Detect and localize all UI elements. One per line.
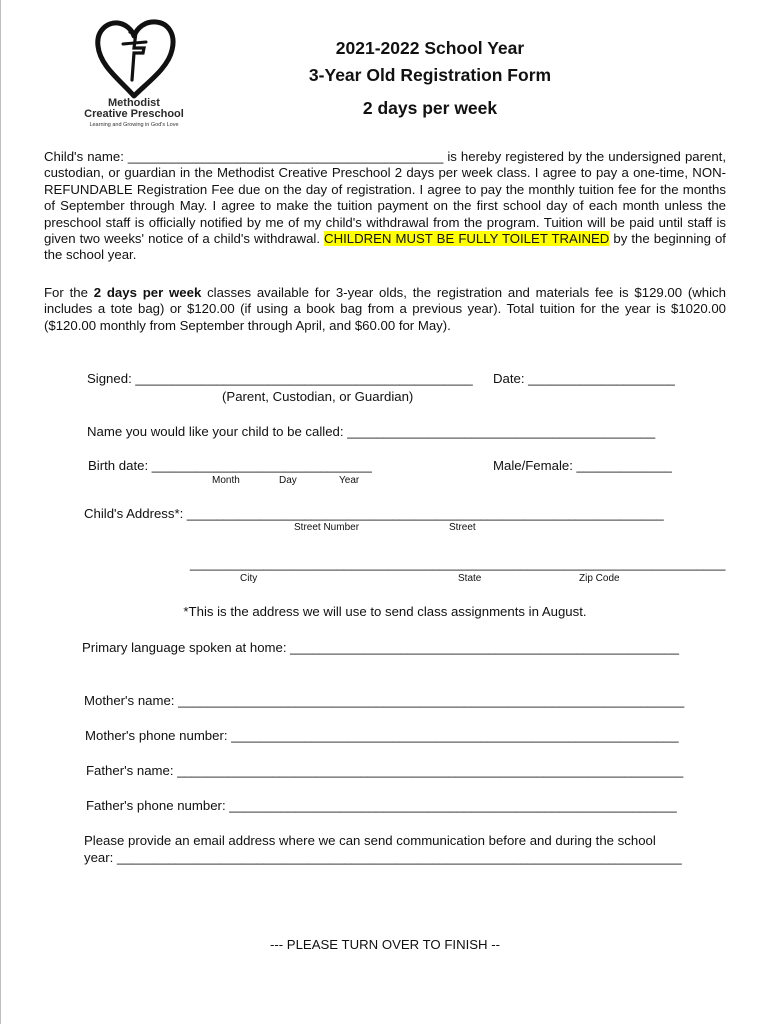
language-field[interactable]: Primary language spoken at home: _____________________________________________________ bbox=[82, 640, 679, 655]
logo-name-line2: Creative Preschool bbox=[84, 108, 184, 120]
preschool-logo bbox=[84, 18, 184, 133]
street-label: Street bbox=[449, 522, 476, 533]
signed-field[interactable]: Signed: ______________________________________________ bbox=[87, 371, 473, 386]
logo-name-line1: Methodist bbox=[108, 97, 160, 109]
birth-month-label: Month bbox=[212, 475, 240, 486]
schedule-title: 2 days per week bbox=[362, 98, 498, 118]
fee-description bbox=[44, 285, 726, 334]
email-prompt: Please provide an email address where we can send communication before and during the school bbox=[84, 833, 656, 848]
mother-phone-field[interactable]: Mother's phone number: _____________________________________________________________ bbox=[85, 728, 679, 743]
street-number-label: Street Number bbox=[294, 522, 360, 533]
fee-text-end: classes available for 3-year olds, the registration and materials fee is $129.00 (which includes a tote bag) or $120.00 (if using a book bag from a previous year). Total tuition for the year is $1020.00 ($120.00 monthly from September through April, and $60.00 for May). bbox=[44, 285, 726, 333]
mother-name-field[interactable]: Mother's name: _____________________________________________________________________ bbox=[84, 693, 685, 708]
city-label: City bbox=[240, 573, 258, 584]
father-name-field[interactable]: Father's name: _____________________________________________________________________ bbox=[86, 763, 684, 778]
zip-label: Zip Code bbox=[579, 573, 620, 584]
toilet-training-notice: CHILDREN MUST BE FULLY TOILET TRAINED bbox=[324, 231, 610, 247]
called-name-field[interactable]: Name you would like your child to be called: __________________________________________ bbox=[87, 424, 656, 439]
address-line2-field[interactable]: _________________________________________________________________________ bbox=[190, 556, 726, 571]
signed-caption: (Parent, Custodian, or Guardian) bbox=[222, 389, 414, 404]
agreement-text: Child's name: ___________________________________________ is hereby registered by the undersigned parent, custodian, or guardian in the Methodist Creative Preschool 2 days per week class. I agree to pay a one-time, NON-REFUNDABLE Registration Fee due on the day of registration. I agree to pay the monthly tuition fee for the months of September through May. I agree to make the tuition payment on the first school day of each month unless the preschool staff is officially notified by me of my child's withdrawal from the program. Tuition will be paid until staff is given two weeks' notice of a child's withdrawal. bbox=[44, 149, 726, 247]
email-field[interactable]: year: _____________________________________________________________________________ bbox=[84, 850, 682, 865]
agreement-text-end: by the beginning of the school year. bbox=[44, 231, 726, 263]
page-edge bbox=[0, 0, 1, 1024]
logo-tagline: Learning and Growing in God's Love bbox=[89, 122, 179, 128]
state-label: State bbox=[458, 573, 482, 584]
fee-text-bold: 2 days per week bbox=[93, 285, 202, 300]
page-title: 2021-2022 School Year bbox=[335, 38, 525, 58]
turn-over-notice: --- PLEASE TURN OVER TO FINISH -- bbox=[269, 937, 501, 952]
registration-agreement bbox=[44, 149, 726, 264]
birth-date-field[interactable]: Birth date: ______________________________ bbox=[88, 458, 372, 473]
address-note: *This is the address we will use to send class assignments in August. bbox=[183, 604, 587, 619]
address-field[interactable]: Child's Address*: _________________________________________________________________ bbox=[84, 506, 664, 521]
date-field[interactable]: Date: ____________________ bbox=[493, 371, 675, 386]
father-phone-field[interactable]: Father's phone number: _____________________________________________________________ bbox=[86, 798, 677, 813]
birth-day-label: Day bbox=[279, 475, 297, 486]
gender-field[interactable]: Male/Female: _____________ bbox=[493, 458, 672, 473]
logo-name bbox=[84, 98, 184, 120]
form-title: 3-Year Old Registration Form bbox=[308, 65, 552, 85]
fee-text-start: For the bbox=[44, 285, 94, 300]
birth-year-label: Year bbox=[339, 475, 360, 486]
heart-cross-icon bbox=[90, 18, 178, 100]
